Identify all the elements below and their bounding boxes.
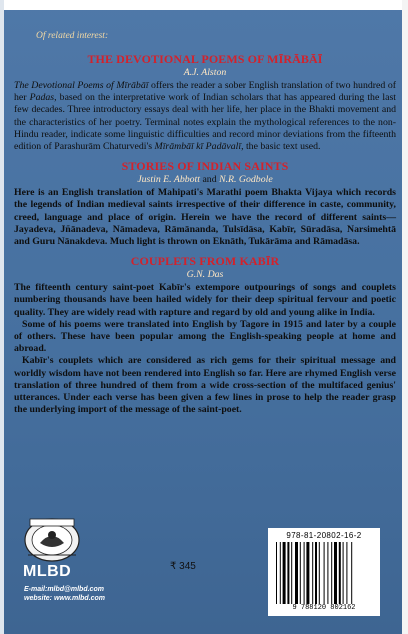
author-name: Justin E. Abbott xyxy=(137,174,200,186)
related-interest-tag: Of related interest: xyxy=(36,31,109,41)
book-list xyxy=(14,46,396,416)
author-name: G.N. Das xyxy=(186,269,224,281)
right-edge xyxy=(402,0,408,634)
desc-italic-title: The Devotional Poems of Mīrābāī xyxy=(14,80,149,91)
publisher-contact xyxy=(24,585,105,603)
top-edge xyxy=(0,0,408,10)
publisher-website: website: www.mlbd.com xyxy=(24,595,106,602)
publisher-name: MLBD xyxy=(23,563,72,580)
book-title-mirabai: THE DEVOTIONAL POEMS OF MĪRĀBĀĪ xyxy=(87,52,323,66)
barcode-panel xyxy=(268,528,380,616)
desc-text: , the basic text used. xyxy=(241,141,321,153)
desc-text: , based on the interpretative work of Indian scholars that has appeared during the last few decades. Three introductory essays deal with her life, her place in the Bhakti movement and the characteristics of her poetry. Terminal notes explain the mythological references to the non-Hindu reader, indicate some linguistic difficulties and record minor deviations from the fifteenth edition of Parashurām Chaturvedi's xyxy=(14,92,396,153)
book-author-stories xyxy=(14,174,396,185)
isbn-number: 978-81-20802-16-2 xyxy=(286,531,362,540)
desc-italic-padavali: Mīrāmbāī kī Padāvalī xyxy=(154,141,242,153)
price-label: ₹ 345 xyxy=(170,561,196,572)
book-description-mirabai xyxy=(14,80,396,153)
left-edge xyxy=(0,0,4,634)
book-author-mirabai xyxy=(14,67,396,78)
barcode-digits: 9 788120 802162 xyxy=(292,604,356,612)
desc-text: offers the reader a sober English translation of two hundred of her xyxy=(14,80,396,104)
book-description-kabir-3: Kabīr's couplets which are considered as rich gems for their spiritual message and worldly wisdom have not been rendered into English so far. Here are rhymed English verse translation of three hundred of them from a wide cross-section of the multifaced genius' utterances. Under each verse has been given a few lines in prose to help the reader grasp the underlying import of the message of the saint-poet. xyxy=(14,355,396,416)
book-description-stories: Here is an English translation of Mahipati's Marathi poem Bhakta Vijaya which records the legends of Indian medieval saints irrespective of their difference in caste, community, creed, language and place of origin. Herein we have the record of different saints—Jayadeva, Jñānadeva, Nāmadeva, Rāmānanda, Tulsīdāsa, Kabīr, Sūradāsa, Narsimehtā and Guru Nānakdeva. Much light is thrown on Eknāth, Tukārāma and Rāmadāsa. xyxy=(14,187,396,248)
author-name: A.J. Alston xyxy=(183,67,227,78)
book-title-kabir: COUPLETS FROM KABĪR xyxy=(130,254,280,269)
book-description-kabir-2: Some of his poems were translated into English by Tagore in 1915 and later by a couple of others. These have been popular among the English-speaking people at home and abroad. xyxy=(14,318,396,355)
author-name: N.R. Godbole xyxy=(219,174,273,186)
book-description-kabir-1: The fifteenth century saint-poet Kabīr's extempore outpourings of songs and couplets numbering thousands have been hailed widely for their deep spiritual fervour and poetic quality. They are widely read with rapture and regard by old and young alike in India. xyxy=(14,282,396,318)
book-author-kabir xyxy=(14,269,396,280)
desc-italic-padas: Padas xyxy=(29,92,55,104)
book-title-stories: STORIES OF INDIAN SAINTS xyxy=(121,159,289,174)
publisher-email: E-mail:mlbd@mlbd.com xyxy=(24,586,104,593)
barcode-icon xyxy=(276,542,372,604)
author-joiner: and xyxy=(202,174,217,186)
publisher-logo-emblem xyxy=(22,513,82,563)
